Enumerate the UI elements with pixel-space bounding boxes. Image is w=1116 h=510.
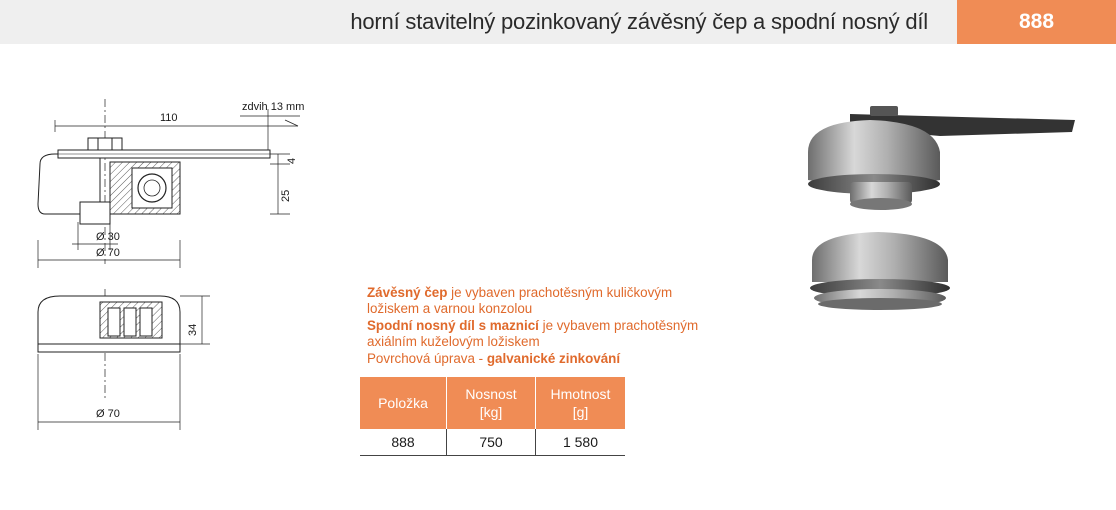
page-title: horní stavitelný pozinkovaný závěsný čep a spodní nosný díl <box>350 9 928 34</box>
desc-line-5: Povrchová úprava - galvanické zinkování <box>367 350 621 366</box>
product-description <box>367 285 747 367</box>
dimension-110: 110 <box>160 112 178 124</box>
dimension-4: 4 <box>286 157 298 164</box>
desc-line-3: Spodní nosný díl s maznicí je vybavem prachotěsným <box>367 317 699 333</box>
bottom-part-section <box>38 289 210 430</box>
dimension-dia-30: Ø 30 <box>96 231 120 243</box>
table-header-row <box>360 377 625 429</box>
desc-line-1: Závěsný čep je vybaven prachotěsným kuličkovým <box>367 285 673 300</box>
column-header-polozka: Položka <box>360 377 447 429</box>
table-cell: 750 <box>447 429 536 456</box>
product-photo <box>790 92 1080 332</box>
dimension-25: 25 <box>280 189 292 202</box>
page-header <box>0 0 1116 44</box>
dimension-dia-70-bottom: Ø 70 <box>96 408 120 420</box>
dimension-zdvih: zdvih 13 mm <box>242 101 305 113</box>
column-header-nosnost: Nosnost [kg] <box>447 377 536 429</box>
technical-drawing <box>0 44 330 444</box>
desc-line-4: axiálním kuželovým ložiskem <box>367 334 540 350</box>
top-part-section <box>38 99 300 268</box>
table-cell: 1 580 <box>536 429 626 456</box>
dimension-dia-70-top: Ø 70 <box>96 247 120 259</box>
column-header-hmotnost: Hmotnost [g] <box>536 377 626 429</box>
desc-line-2: ložiskem a varnou konzolou <box>367 301 533 317</box>
dimension-34: 34 <box>187 323 199 336</box>
table-cell: 888 <box>360 429 447 456</box>
table-row <box>360 429 625 456</box>
spec-table <box>360 377 625 456</box>
product-code-badge: 888 <box>957 0 1116 44</box>
